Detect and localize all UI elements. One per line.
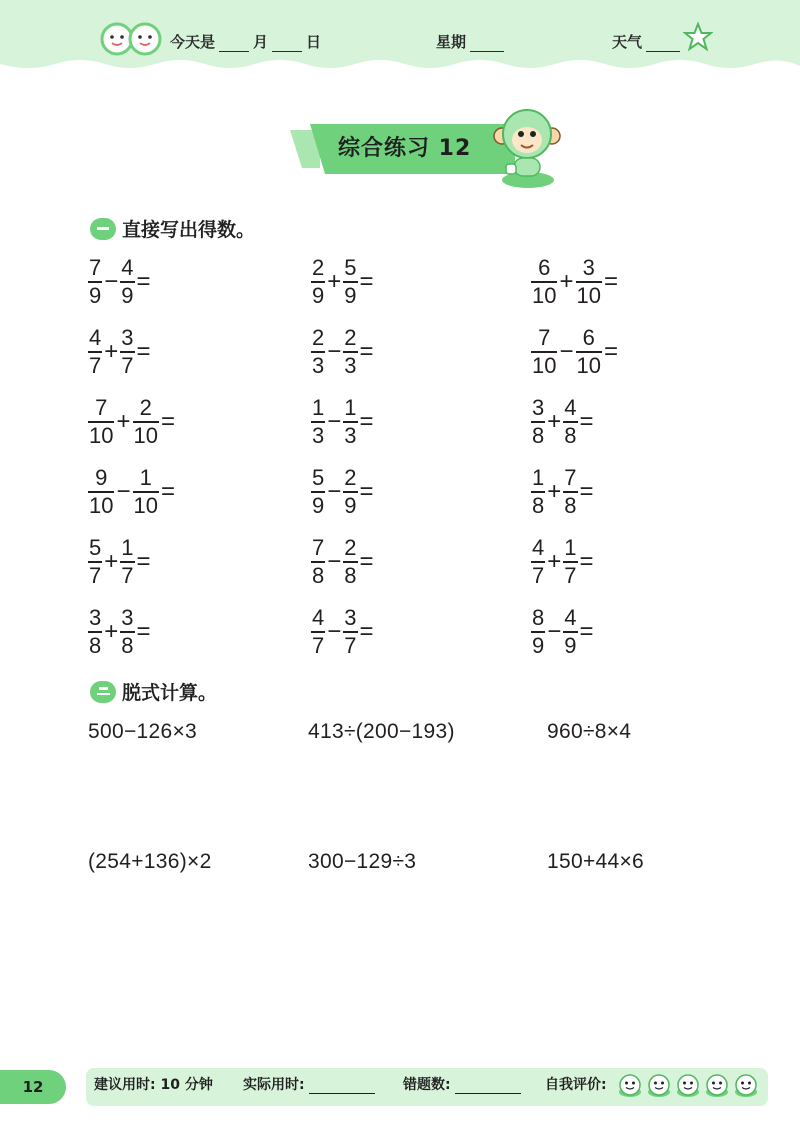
first-fraction bbox=[88, 466, 114, 518]
equals-sign: = bbox=[359, 547, 374, 575]
denominator: 8 bbox=[564, 422, 577, 448]
operator: − bbox=[327, 547, 342, 575]
weather-blank[interactable] bbox=[646, 37, 680, 52]
denominator: 9 bbox=[344, 492, 357, 518]
fraction-problem bbox=[531, 606, 596, 658]
numerator: 4 bbox=[312, 605, 325, 630]
second-fraction bbox=[576, 326, 602, 378]
numerator: 3 bbox=[121, 605, 134, 630]
smiley-rating-icon[interactable] bbox=[733, 1072, 759, 1098]
denominator: 8 bbox=[564, 492, 577, 518]
second-fraction bbox=[133, 466, 159, 518]
month-blank[interactable] bbox=[219, 37, 249, 52]
first-fraction bbox=[531, 256, 557, 308]
page-number: 12 bbox=[0, 1070, 66, 1104]
actual-time-label: 实际用时: bbox=[243, 1077, 305, 1093]
denominator: 3 bbox=[312, 422, 325, 448]
denominator: 7 bbox=[89, 352, 102, 378]
numerator: 5 bbox=[312, 465, 325, 490]
operator: + bbox=[104, 617, 119, 645]
numerator: 1 bbox=[344, 395, 357, 420]
weather-field bbox=[612, 31, 684, 52]
fraction-problem bbox=[311, 396, 376, 448]
day-blank[interactable] bbox=[272, 37, 302, 52]
first-fraction bbox=[311, 326, 325, 378]
numerator: 2 bbox=[344, 325, 357, 350]
denominator: 9 bbox=[312, 492, 325, 518]
numerator: 4 bbox=[564, 395, 577, 420]
denominator: 10 bbox=[89, 422, 114, 448]
weekday-field bbox=[436, 31, 508, 52]
numerator: 7 bbox=[312, 535, 325, 560]
weekday-label: 星期 bbox=[436, 33, 467, 51]
fraction-problem bbox=[531, 326, 620, 378]
first-fraction bbox=[531, 536, 545, 588]
operator: + bbox=[327, 267, 342, 295]
first-fraction bbox=[531, 396, 545, 448]
weather-label: 天气 bbox=[612, 33, 643, 51]
denominator: 10 bbox=[133, 422, 158, 448]
numerator: 2 bbox=[312, 325, 325, 350]
operator: − bbox=[104, 267, 119, 295]
numerator: 4 bbox=[564, 605, 577, 630]
operator: − bbox=[327, 477, 342, 505]
second-fraction bbox=[343, 536, 357, 588]
second-fraction bbox=[343, 326, 357, 378]
smiley-rating-icon[interactable] bbox=[617, 1072, 643, 1098]
denominator: 9 bbox=[532, 632, 545, 658]
section-heading-2 bbox=[90, 678, 217, 705]
fraction-problem bbox=[88, 536, 153, 588]
section-2-label: 脱式计算。 bbox=[122, 682, 218, 704]
fraction-problem bbox=[531, 396, 596, 448]
actual-time-blank[interactable] bbox=[309, 1079, 375, 1094]
fraction-problem bbox=[311, 536, 376, 588]
section-number-one-icon bbox=[90, 218, 116, 240]
second-fraction bbox=[120, 326, 134, 378]
denominator: 9 bbox=[89, 282, 102, 308]
numerator: 1 bbox=[564, 535, 577, 560]
numerator: 1 bbox=[121, 535, 134, 560]
section-number-two-icon bbox=[90, 681, 116, 703]
first-fraction bbox=[88, 396, 114, 448]
operator: + bbox=[104, 547, 119, 575]
denominator: 7 bbox=[564, 562, 577, 588]
fraction-problem bbox=[88, 326, 153, 378]
page-title: 综合练习 12 bbox=[338, 136, 472, 161]
operator: + bbox=[559, 267, 574, 295]
month-label: 月 bbox=[253, 33, 269, 51]
denominator: 8 bbox=[312, 562, 325, 588]
fraction-problem bbox=[88, 466, 177, 518]
fraction-problem bbox=[88, 256, 153, 308]
operator: − bbox=[116, 477, 131, 505]
operator: + bbox=[104, 337, 119, 365]
equals-sign: = bbox=[359, 477, 374, 505]
equals-sign: = bbox=[579, 477, 594, 505]
fraction-problem bbox=[311, 606, 376, 658]
denominator: 3 bbox=[344, 422, 357, 448]
denominator: 7 bbox=[121, 562, 134, 588]
operator: − bbox=[327, 617, 342, 645]
denominator: 10 bbox=[576, 282, 601, 308]
fraction-problem bbox=[88, 606, 153, 658]
numerator: 1 bbox=[532, 465, 545, 490]
second-fraction bbox=[563, 396, 577, 448]
denominator: 9 bbox=[121, 282, 134, 308]
fraction-problem bbox=[311, 256, 376, 308]
equals-sign: = bbox=[136, 547, 151, 575]
second-fraction bbox=[120, 606, 134, 658]
second-fraction bbox=[563, 536, 577, 588]
first-fraction bbox=[88, 256, 102, 308]
operator: − bbox=[327, 337, 342, 365]
numerator: 3 bbox=[582, 255, 595, 280]
star-icon bbox=[683, 22, 713, 52]
numerator: 4 bbox=[89, 325, 102, 350]
denominator: 10 bbox=[89, 492, 114, 518]
operator: + bbox=[547, 547, 562, 575]
smiley-rating-icon[interactable] bbox=[646, 1072, 672, 1098]
second-fraction bbox=[343, 256, 357, 308]
denominator: 7 bbox=[312, 632, 325, 658]
equals-sign: = bbox=[579, 547, 594, 575]
equals-sign: = bbox=[160, 407, 175, 435]
second-fraction bbox=[343, 466, 357, 518]
numerator: 7 bbox=[95, 395, 108, 420]
operator: − bbox=[327, 407, 342, 435]
day-label: 日 bbox=[306, 33, 322, 51]
expression-problem: 150+44×6 bbox=[547, 850, 645, 873]
numerator: 3 bbox=[532, 395, 545, 420]
denominator: 9 bbox=[312, 282, 325, 308]
denominator: 10 bbox=[532, 352, 557, 378]
expression-problem: (254+136)×2 bbox=[88, 850, 212, 873]
operator: − bbox=[559, 337, 574, 365]
fraction-problem bbox=[311, 466, 376, 518]
numerator: 3 bbox=[344, 605, 357, 630]
first-fraction bbox=[311, 396, 325, 448]
numerator: 8 bbox=[532, 605, 545, 630]
denominator: 3 bbox=[312, 352, 325, 378]
denominator: 7 bbox=[121, 352, 134, 378]
numerator: 2 bbox=[139, 395, 152, 420]
first-fraction bbox=[531, 326, 557, 378]
equals-sign: = bbox=[160, 477, 175, 505]
second-fraction bbox=[133, 396, 159, 448]
equals-sign: = bbox=[359, 407, 374, 435]
denominator: 9 bbox=[564, 632, 577, 658]
error-count-field bbox=[403, 1074, 521, 1094]
second-fraction bbox=[563, 606, 577, 658]
denominator: 10 bbox=[576, 352, 601, 378]
smiley-rating-icon[interactable] bbox=[675, 1072, 701, 1098]
date-field bbox=[170, 31, 321, 52]
fraction-problem bbox=[531, 256, 620, 308]
second-fraction bbox=[120, 536, 134, 588]
equals-sign: = bbox=[136, 337, 151, 365]
second-fraction bbox=[343, 606, 357, 658]
fraction-problem bbox=[531, 536, 596, 588]
denominator: 8 bbox=[532, 422, 545, 448]
equals-sign: = bbox=[359, 337, 374, 365]
monkey-mascot-icon bbox=[492, 106, 562, 190]
operator: − bbox=[547, 617, 562, 645]
first-fraction bbox=[88, 326, 102, 378]
numerator: 5 bbox=[344, 255, 357, 280]
first-fraction bbox=[88, 606, 102, 658]
actual-time-field bbox=[243, 1074, 375, 1094]
title-banner bbox=[280, 108, 570, 188]
fraction-problem bbox=[531, 466, 596, 518]
equals-sign: = bbox=[136, 267, 151, 295]
expression-problem: 500−126×3 bbox=[88, 720, 197, 743]
section-heading-1 bbox=[90, 215, 255, 242]
denominator: 3 bbox=[344, 352, 357, 378]
today-label: 今天是 bbox=[170, 33, 216, 51]
numerator: 7 bbox=[89, 255, 102, 280]
operator: + bbox=[116, 407, 131, 435]
first-fraction bbox=[311, 606, 325, 658]
footer bbox=[0, 1062, 800, 1108]
numerator: 3 bbox=[89, 605, 102, 630]
denominator: 8 bbox=[344, 562, 357, 588]
first-fraction bbox=[311, 256, 325, 308]
denominator: 7 bbox=[344, 632, 357, 658]
numerator: 7 bbox=[538, 325, 551, 350]
numerator: 7 bbox=[564, 465, 577, 490]
operator: + bbox=[547, 477, 562, 505]
fraction-problem bbox=[311, 326, 376, 378]
numerator: 2 bbox=[344, 465, 357, 490]
numerator: 1 bbox=[139, 465, 152, 490]
denominator: 7 bbox=[89, 562, 102, 588]
numerator: 4 bbox=[121, 255, 134, 280]
denominator: 10 bbox=[532, 282, 557, 308]
denominator: 8 bbox=[89, 632, 102, 658]
numerator: 9 bbox=[95, 465, 108, 490]
numerator: 6 bbox=[582, 325, 595, 350]
equals-sign: = bbox=[136, 617, 151, 645]
equals-sign: = bbox=[579, 407, 594, 435]
self-eval-label: 自我评价: bbox=[545, 1077, 607, 1093]
numerator: 4 bbox=[532, 535, 545, 560]
cartoon-faces-icon bbox=[100, 22, 162, 56]
equals-sign: = bbox=[359, 267, 374, 295]
first-fraction bbox=[311, 466, 325, 518]
denominator: 10 bbox=[133, 492, 158, 518]
error-count-blank[interactable] bbox=[455, 1079, 521, 1094]
first-fraction bbox=[88, 536, 102, 588]
error-count-label: 错题数: bbox=[403, 1077, 451, 1093]
numerator: 1 bbox=[312, 395, 325, 420]
suggested-time-label: 建议用时: 10 分钟 bbox=[94, 1077, 213, 1093]
equals-sign: = bbox=[603, 337, 618, 365]
equals-sign: = bbox=[603, 267, 618, 295]
denominator: 8 bbox=[532, 492, 545, 518]
first-fraction bbox=[531, 466, 545, 518]
numerator: 3 bbox=[121, 325, 134, 350]
fraction-problem bbox=[88, 396, 177, 448]
denominator: 9 bbox=[344, 282, 357, 308]
expression-problem: 300−129÷3 bbox=[308, 850, 417, 873]
weekday-blank[interactable] bbox=[470, 37, 504, 52]
second-fraction bbox=[343, 396, 357, 448]
section-1-label: 直接写出得数。 bbox=[122, 219, 256, 241]
second-fraction bbox=[120, 256, 134, 308]
first-fraction bbox=[531, 606, 545, 658]
second-fraction bbox=[576, 256, 602, 308]
smiley-rating-icon[interactable] bbox=[704, 1072, 730, 1098]
numerator: 5 bbox=[89, 535, 102, 560]
first-fraction bbox=[311, 536, 325, 588]
denominator: 7 bbox=[532, 562, 545, 588]
expression-problem: 960÷8×4 bbox=[547, 720, 632, 743]
expression-problem: 413÷(200−193) bbox=[308, 720, 455, 743]
operator: + bbox=[547, 407, 562, 435]
numerator: 6 bbox=[538, 255, 551, 280]
equals-sign: = bbox=[579, 617, 594, 645]
numerator: 2 bbox=[344, 535, 357, 560]
second-fraction bbox=[563, 466, 577, 518]
numerator: 2 bbox=[312, 255, 325, 280]
denominator: 8 bbox=[121, 632, 134, 658]
equals-sign: = bbox=[359, 617, 374, 645]
header-band bbox=[0, 0, 800, 82]
